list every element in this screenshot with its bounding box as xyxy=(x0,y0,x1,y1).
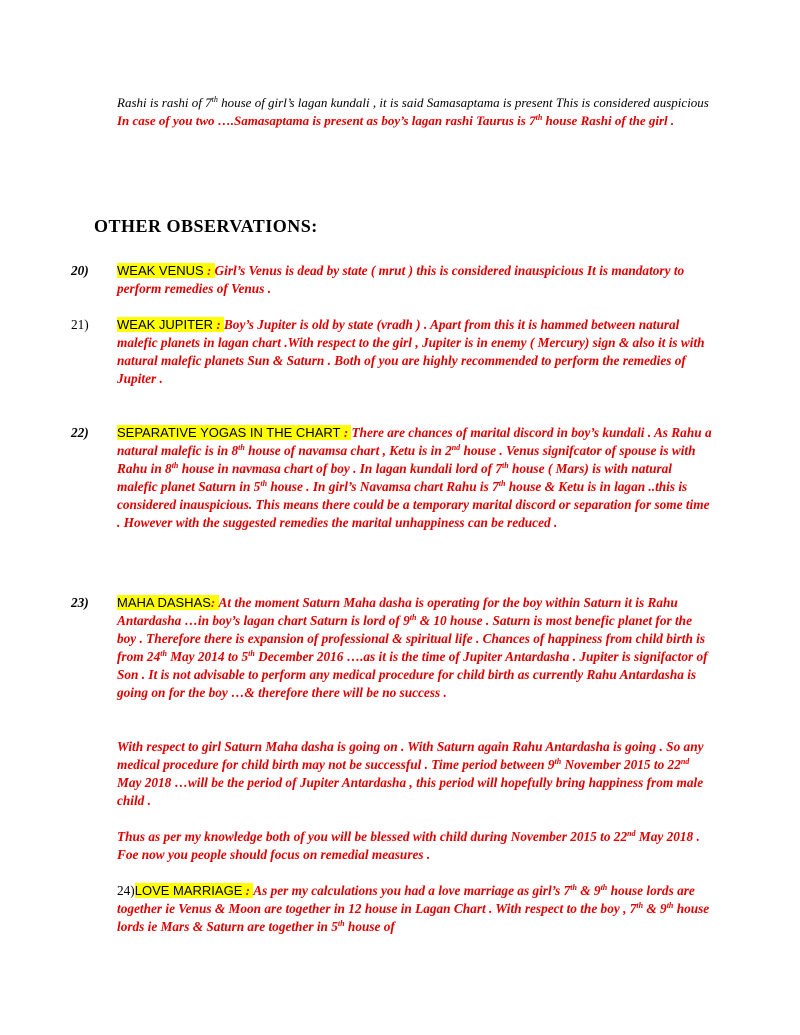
label-text: MAHA DASHAS xyxy=(117,595,211,610)
highlight-label xyxy=(135,883,253,898)
intro-black-text xyxy=(117,94,717,112)
label-colon: : xyxy=(343,425,352,440)
label-colon: : xyxy=(203,263,215,278)
text-run: & 10 house . Saturn is most benefic planet for the boy . Therefore there is expansion of professional & spiritual life . Chances of happiness from child birth is from 24 xyxy=(117,613,706,664)
superscript: th xyxy=(570,883,577,892)
superscript: th xyxy=(171,461,179,470)
item-text: Girl’s Venus is dead by state ( mrut ) this is considered inauspicious It is mandatory to perform remedies of Venus . xyxy=(117,263,685,296)
observation-22 xyxy=(71,424,714,532)
superscript: th xyxy=(535,112,543,122)
label-text: WEAK VENUS xyxy=(117,263,204,278)
label-text: WEAK JUPITER xyxy=(117,317,214,332)
text-run: house of navamsa chart , Ketu is in 2 xyxy=(244,443,452,458)
observation-23 xyxy=(71,594,714,702)
girl-dasha-paragraph xyxy=(117,738,715,810)
superscript: th xyxy=(502,461,509,470)
superscript: th xyxy=(600,883,608,892)
item-text xyxy=(117,595,708,700)
text-run: house . Venus signifcator of spouse is with Rahu in 8 xyxy=(117,443,696,476)
item-text: Boy’s Jupiter is old by state (vradh ) . Apart from this it is hammed between natural malefic planets in lagan chart .With respect to the girl , Jupiter is in enemy ( Mercury) sign & also it is with natural malefic planets Sun & Saturn . Both of you are highly recommended to perform the remedies of Jupiter . xyxy=(117,317,705,386)
text-run: house & Ketu is in lagan ..this is considered inauspicious. This means there could be a temporary marital discord or separation for some time . However with the suggested remedies the marital unhappiness can be reduced . xyxy=(117,479,710,530)
superscript: th xyxy=(160,649,167,658)
text-run: house in navmasa chart of boy . In lagan kundali lord of 7 xyxy=(178,461,502,476)
text-run: May 2014 to 5 xyxy=(166,649,249,664)
intro-text: Rashi is rashi of 7 xyxy=(117,95,212,110)
observation-20 xyxy=(71,262,714,298)
superscript: nd xyxy=(451,443,461,452)
highlight-label xyxy=(117,263,215,278)
text-run: With respect to girl Saturn Maha dasha is going on . With Saturn again Rahu Antardasha is going . So any medical procedure for child birth may not be successful . Time period between 9 xyxy=(117,739,704,772)
observation-21 xyxy=(71,316,714,388)
intro-red-span: house Rashi of the girl . xyxy=(542,112,675,128)
text-run: house of xyxy=(344,919,395,934)
highlight-label xyxy=(117,425,351,440)
text-run: house ( Mars) is with natural malefic planet Saturn in 5 xyxy=(117,461,672,494)
section-heading: OTHER OBSERVATIONS: xyxy=(94,216,318,236)
text-run: house . In girl’s Navamsa chart Rahu is 7 xyxy=(267,479,499,494)
label-colon: : xyxy=(210,595,219,610)
superscript: th xyxy=(337,919,345,928)
text-run: & 9 xyxy=(643,901,667,916)
label-text: LOVE MARRIAGE xyxy=(134,883,243,898)
text-run: December 2016 ….as it is the time of Jupiter Antardasha . Jupiter is signifactor of Son . It is not advisable to perform any medical procedure for child birth as currently Rahu Antardasha is going on for the boy …& therefore there will be no success . xyxy=(117,649,708,700)
text-run: house lords ie Mars & Saturn are together in 5 xyxy=(117,901,710,934)
superscript: nd xyxy=(627,829,636,838)
item-number: 24) xyxy=(117,883,135,898)
text-run: At the moment Saturn Maha dasha is operating for the boy within Saturn it is Rahu Antardasha …in boy’s lagan chart Saturn is lord of 9 xyxy=(117,595,678,628)
superscript: th xyxy=(211,95,218,104)
observation-24 xyxy=(117,882,715,936)
superscript: th xyxy=(554,757,562,766)
highlight-label xyxy=(117,317,224,332)
item-number: 21) xyxy=(71,317,89,332)
superscript: nd xyxy=(680,757,690,766)
item-number: 20) xyxy=(71,263,89,278)
superscript: th xyxy=(238,443,245,452)
text-run: November 2015 to 22 xyxy=(561,757,681,772)
text-run: house lords are together ie Venus & Moon are together in 12 house in Lagan Chart . With respect to the boy , 7 xyxy=(117,883,695,916)
text-run: May 2018 …will be the period of Jupiter Antardasha , this period will hopefully bring happiness from male child . xyxy=(117,775,704,808)
superscript: th xyxy=(260,479,268,488)
intro-red-text xyxy=(117,112,717,130)
highlight-label xyxy=(117,595,219,610)
text-run: Thus as per my knowledge both of you will be blessed with child during November 2015 to 22 xyxy=(117,829,628,844)
label-colon: : xyxy=(242,883,254,898)
intro-text: house of girl’s lagan kundali , it is said Samasaptama is present This is considered auspicious xyxy=(217,95,709,110)
item-text xyxy=(117,425,712,530)
text-run: There are chances of marital discord in boy’s kundali . As Rahu a natural malefic is in 8 xyxy=(117,425,712,458)
item-number: 22) xyxy=(71,425,89,440)
text-run: As per my calculations you had a love marriage as girl’s 7 xyxy=(253,883,571,898)
text-run: & 9 xyxy=(576,883,601,898)
item-number: 23) xyxy=(71,595,89,610)
label-text: SEPARATIVE YOGAS IN THE CHART xyxy=(117,425,344,440)
superscript: th xyxy=(248,649,255,658)
superscript: th xyxy=(636,901,644,910)
intro-paragraph xyxy=(117,94,717,129)
label-colon: : xyxy=(213,317,224,332)
conclusion-paragraph xyxy=(117,828,715,864)
text-run: May 2018 . Foe now you people should focus on remedial measures . xyxy=(117,829,700,862)
superscript: th xyxy=(666,901,674,910)
intro-red-span: In case of you two ….Samasaptama is present as boy’s lagan rashi Taurus is 7 xyxy=(117,112,536,128)
superscript: th xyxy=(498,479,506,488)
superscript: th xyxy=(409,613,417,622)
